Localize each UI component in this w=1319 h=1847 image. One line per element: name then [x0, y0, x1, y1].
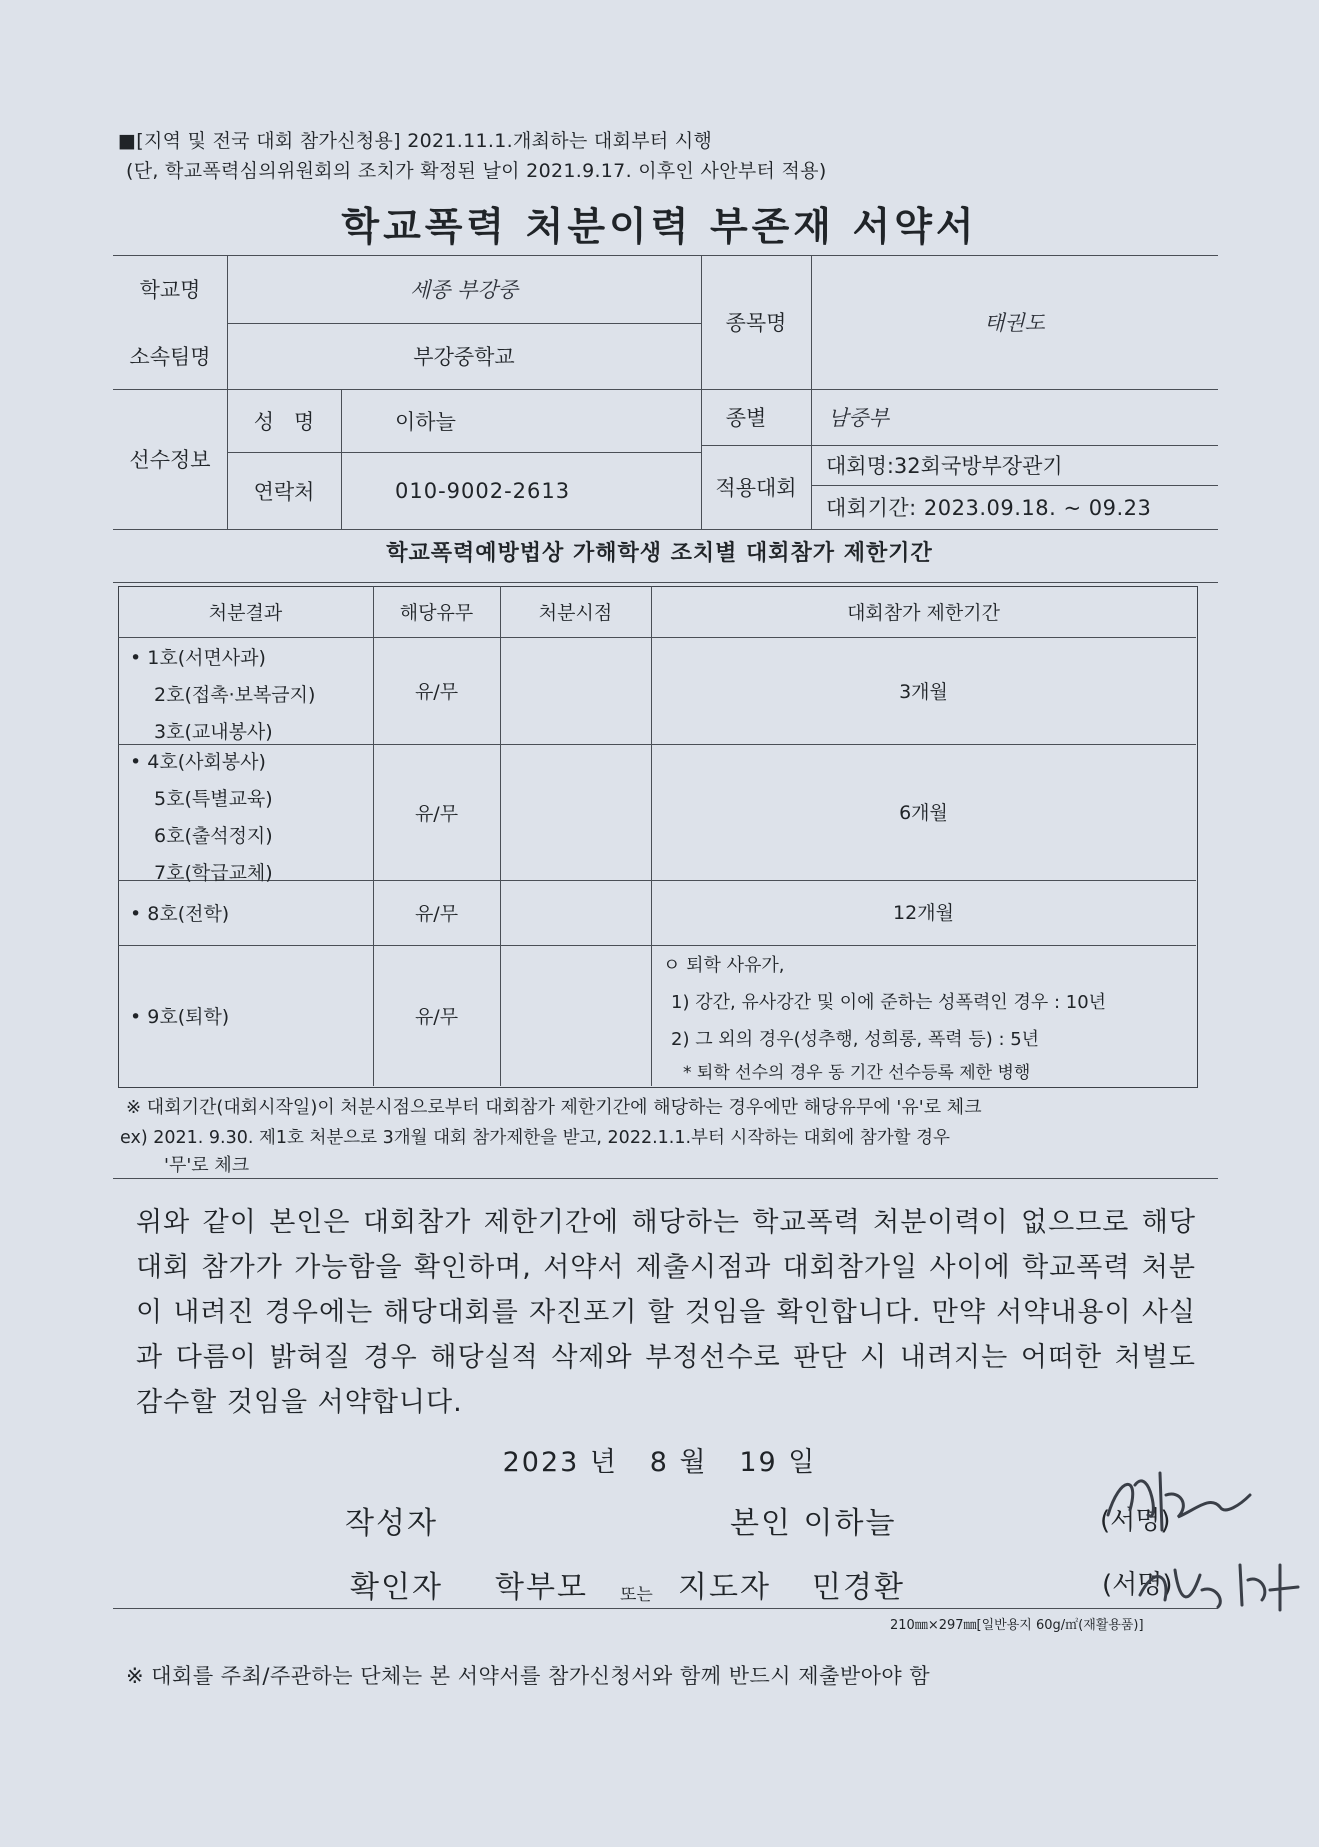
team-label: 소속팀명	[129, 345, 211, 369]
table-row-4-results: • 9호(퇴학)	[130, 1006, 230, 1028]
document-title: 학교폭력 처분이력 부존재 서약서	[341, 205, 978, 250]
notice-line-2: (단, 학교폭력심의위원회의 조치가 확정된 날이 2021.9.17. 이후인 사안부터 적용)	[126, 160, 827, 182]
pledge-date: 2023 년 8 월 19 일	[502, 1447, 817, 1478]
writer-label: 작성자	[345, 1506, 438, 1541]
table-row-2-applicable: 유/무	[414, 802, 459, 825]
table-row-1-results: • 1호(서면사과) 2호(접촉·보복금지) 3호(교내봉사)	[130, 647, 316, 743]
table-row-3-results: • 8호(전학)	[130, 903, 230, 925]
contact-label: 연락처	[253, 479, 315, 504]
event-period: 대회기간: 2023.09.18. ~ 09.23	[826, 496, 1152, 520]
division-label: 종별	[725, 406, 767, 430]
confirmer-coach: 지도자	[678, 1570, 771, 1605]
header-date: 처분시점	[538, 602, 613, 624]
paper-spec: 210㎜×297㎜[일반용지 60g/㎡(재활용품)]	[890, 1618, 1144, 1633]
confirmer-label: 확인자	[350, 1570, 443, 1605]
table-row-4-applicable: 유/무	[414, 1006, 459, 1028]
footer-note: ※ 대회를 주최/주관하는 단체는 본 서약서를 참가신청서와 함께 반드시 제출받아야 함	[126, 1664, 931, 1688]
note-line-1: ※ 대회기간(대회시작일)이 처분시점으로부터 대회참가 제한기간에 해당하는 경우에만 해당유무에 '유'로 체크	[126, 1097, 982, 1118]
table-row-1-applicable: 유/무	[414, 681, 459, 703]
table-row-1-period: 3개월	[899, 681, 948, 703]
notice-line-1: ■[지역 및 전국 대회 참가신청용] 2021.11.1.개최하는 대회부터 시행	[118, 130, 713, 152]
header-applicable: 해당유무	[399, 602, 474, 624]
writer-value: 본인 이하늘	[730, 1506, 897, 1541]
school-label: 학교명	[139, 278, 201, 302]
note-line-3: '무'로 체크	[164, 1155, 250, 1176]
confirmer-or: 또는	[620, 1585, 653, 1605]
table-row-4-period: ㅇ 퇴학 사유가, 1) 강간, 유사강간 및 이에 준하는 성폭력인 경우 : 10년 2) 그 외의 경우(성추행, 성희롱, 폭력 등) : 5년 * 퇴학 선수의 경우 동 기간 선수등록 제한 병행	[663, 955, 1107, 1083]
event-name: 대회명:32회국방부장관기	[826, 454, 1063, 478]
restriction-subtitle: 학교폭력예방법상 가해학생 조치별 대회참가 제한기간	[386, 541, 933, 566]
sport-label: 종목명	[725, 311, 787, 335]
sport-value: 태권도	[984, 311, 1045, 335]
confirmer-sign-label: (서명)	[1102, 1570, 1173, 1600]
team-value: 부강중학교	[413, 345, 515, 369]
table-row-2-results: • 4호(사회봉사) 5호(특별교육) 6호(출석정지) 7호(학급교체)	[130, 751, 273, 884]
writer-signature-icon	[1100, 1455, 1260, 1545]
notice-block	[118, 126, 827, 186]
writer-sign-label: (서명)	[1100, 1506, 1171, 1536]
school-value: 세종 부강중	[409, 278, 519, 302]
contact-value: 010-9002-2613	[395, 478, 571, 503]
pledge-text: 위와 같이 본인은 대회참가 제한기간에 해당하는 학교폭력 처분이력이 없으므로 해당 대회 참가가 가능함을 확인하며, 서약서 제출시점과 대회참가일 사이에 학교폭력 처분이 내려진 경우에는 해당대회를 자진포기 할 것임을 확인합니다. 만약 서약내용이 사실과 다름이 밝혀질 경우 해당실적 삭제와 부정선수로 판단 시 내려지는 어떠한 처벌도 감수할 것임을 서약합니다.	[136, 1207, 1196, 1418]
note-line-2: ex) 2021. 9.30. 제1호 처분으로 3개월 대회 참가제한을 받고, 2022.1.1.부터 시작하는 대회에 참가할 경우	[120, 1128, 950, 1148]
header-result: 처분결과	[208, 602, 283, 624]
division-value: 남중부	[828, 406, 889, 430]
table-row-3-period: 12개월	[893, 902, 954, 924]
confirmer-parent: 학부모	[495, 1570, 588, 1605]
name-label: 성 명	[253, 409, 315, 434]
confirmer-name: 민경환	[812, 1570, 905, 1605]
confirmer-signature-icon	[1130, 1545, 1310, 1625]
header-period: 대회참가 제한기간	[847, 602, 1000, 624]
player-info-label: 선수정보	[129, 448, 211, 472]
name-value: 이하늘	[395, 409, 456, 434]
event-label: 적용대회	[715, 476, 797, 500]
table-row-2-period: 6개월	[899, 802, 948, 824]
table-row-3-applicable: 유/무	[414, 903, 459, 925]
